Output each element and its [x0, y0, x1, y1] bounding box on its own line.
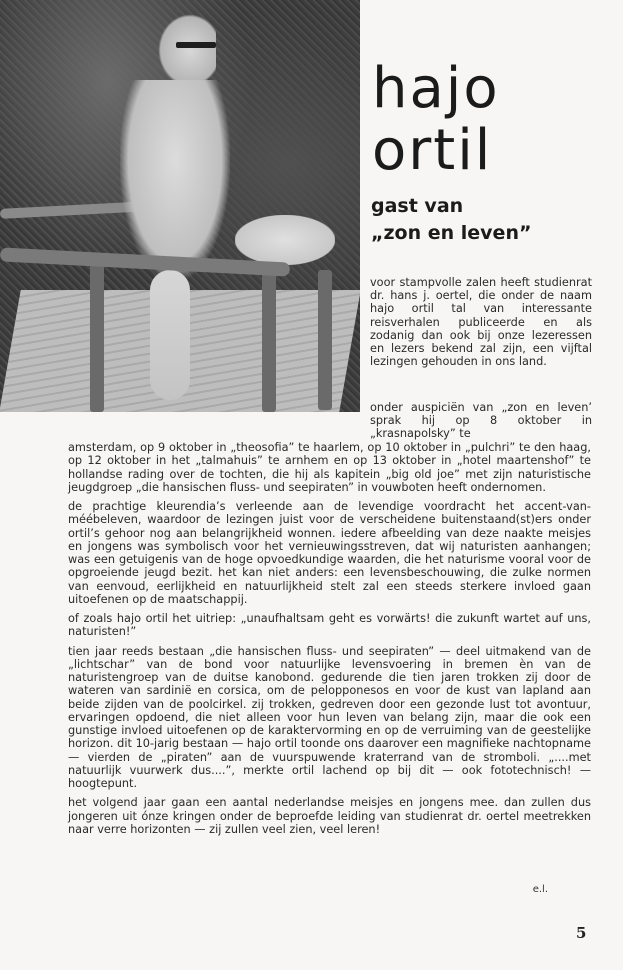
- photo-figure-leg: [150, 270, 190, 400]
- author-signature: e.l.: [532, 884, 548, 895]
- title-line: hajo: [372, 56, 500, 121]
- subtitle-line: „zon en leven”: [371, 222, 532, 244]
- body-paragraph: het volgend jaar gaan een aantal nederlandse meisjes en jongens mee. dan zullen dus jongeren uit ónze kringen onder de beproefde leiding van studienrat dr. oertel meetrekken naar verre horizonten — zij zullen veel zien, veel leren!: [68, 796, 591, 836]
- second-paragraph-continued: amsterdam, op 9 oktober in „theosofia” te haarlem, op 10 oktober in „pulchri” te den haag, op 12 oktober in het „talmahuis” te arnhem en op 13 oktober in „hotel maartenshof” te hollandse rading over de tochten, die hij als kapitein „big old joe” met zijn naturistische jeugdgroep „die hansischen fluss- und seepiraten” in vouwboten heeft ondernomen.: [68, 441, 591, 494]
- second-paragraph-start: onder auspiciën van „zon en leven’ sprak hij op 8 oktober in „krasnapolsky” te: [370, 401, 592, 441]
- photo-figure-torso: [120, 80, 230, 280]
- body-paragraph: tien jaar reeds bestaan „die hansischen fluss- und seepiraten” — deel uitmakend van de „lichtschar” van de bond voor natuurlijke levensvoering in bremen èn van de naturistengroep van de duitse kanobond. gedurende die tien jaren trokken zij door de wateren van sardinië en corsica, om de pelopponesos en voor de kust van lapland aan beide zijden van de poolcirkel. zij trokken, gedreven door een gezonde lust tot avontuur, ervaringen opdoend, die niet alleen voor hun leven van belang zijn, maar die ook een gunstige invloed uitoefenen op de karaktervorming en op de verruiming van de geestelijke horizon. dit 10-jarig bestaan — hajo ortil toonde ons daarover een magnifieke nachtopname — vierden de „piraten” aan de vuurspuwende kraterrand van de stromboli. „....met natuurlijk vuurwerk dus....”, merkte ortil lachend op bij dit — ook fototechnisch! — hoogtepunt.: [68, 644, 591, 790]
- article-subtitle: [371, 193, 531, 247]
- photo-railing-post: [90, 262, 104, 412]
- title-line: ortil: [372, 118, 493, 183]
- article-photo: [0, 0, 360, 412]
- page-number: 5: [576, 924, 587, 942]
- photo-railing-post: [262, 268, 276, 412]
- subtitle-line: gast van: [371, 195, 464, 217]
- photo-figure-glasses: [176, 42, 216, 48]
- intro-paragraph: voor stampvolle zalen heeft studienrat dr. hans j. oertel, die onder de naam hajo ortil tal van interessante reisverhalen publiceerde en als zodanig dan ook bij onze lezeressen en lezers bekend zal zijn, een vijftal lezingen gehouden in ons land.: [370, 276, 592, 369]
- photo-railing-post: [318, 270, 332, 410]
- body-paragraph: of zoals hajo ortil het uitriep: „unaufhaltsam geht es vorwärts! die zukunft wartet auf uns, naturisten!”: [68, 612, 591, 639]
- article-title: [372, 58, 500, 182]
- photo-figure-thigh: [235, 215, 335, 265]
- body-paragraph: de prachtige kleurendia’s verleende aan de levendige voordracht het accent-van-méébeleven, waardoor de lezingen juist voor de verscheidene buitenstaand(st)ers onder ortil’s gehoor nog aan belangrijkheid wonnen. iedere afbeelding van deze naakte meisjes en jongens was symbolisch voor het vernieuwingsstreven, dat wij naturisten aanhangen; was een getuigenis van de hoge opvoedkundige waarden, die het naturisme vooral voor de opgroeiende jeugd bezit. het kan niet anders: een levensbeschouwing, die zulke normen van eenvoud, eerlijkheid en natuurlijkheid stelt zal een steeds sterkere invloed gaan uitoefenen op de maatschappij.: [68, 500, 591, 606]
- article-body: [68, 441, 591, 842]
